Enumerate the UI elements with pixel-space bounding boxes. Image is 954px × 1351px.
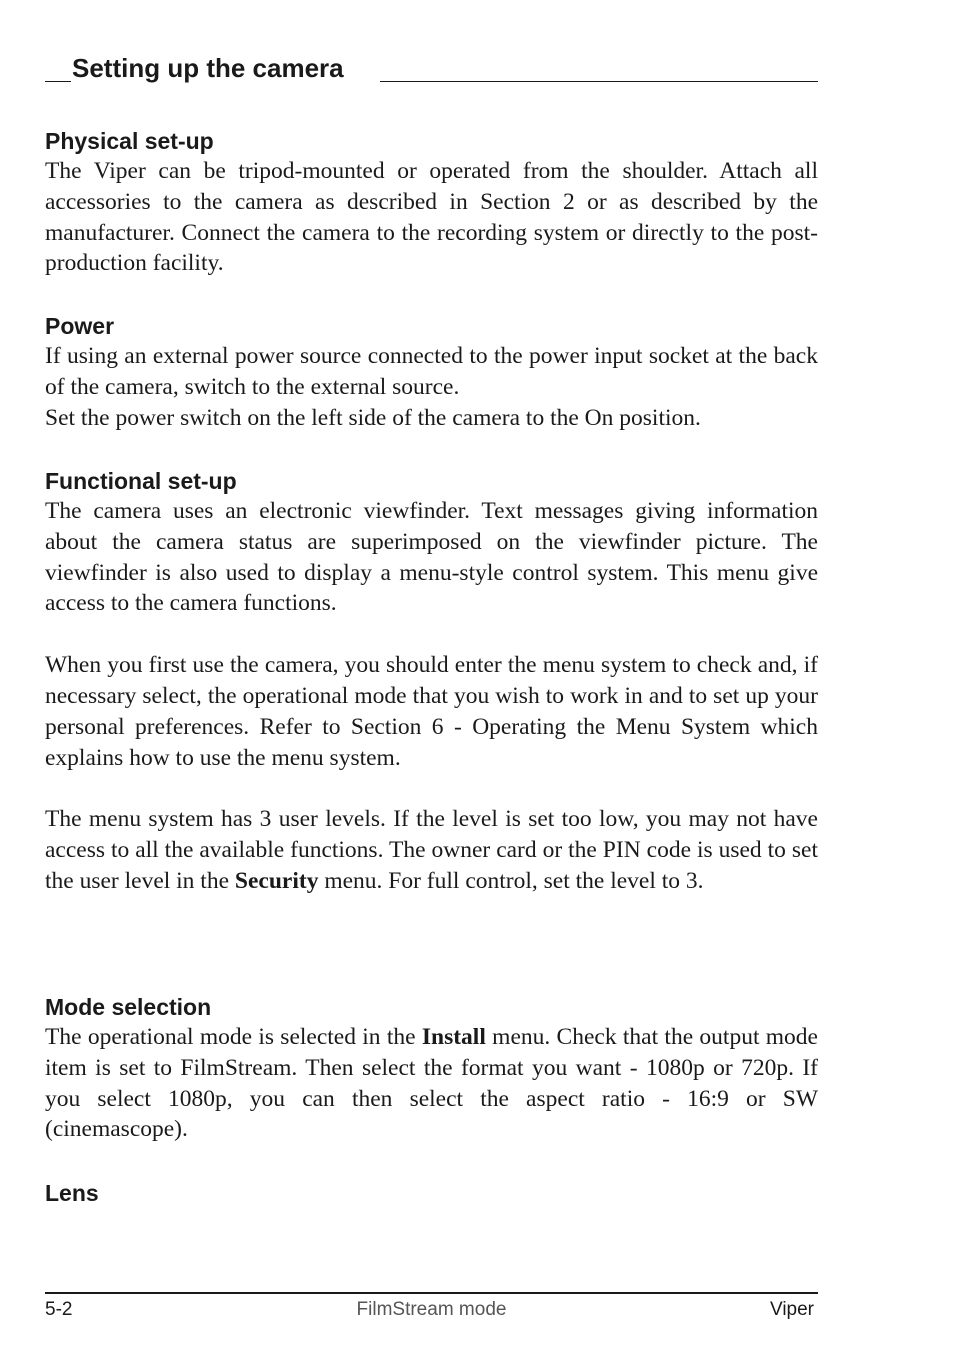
section-paragraph [45, 804, 818, 896]
page-title-row [45, 52, 818, 84]
footer-product: Viper [769, 1299, 814, 1320]
footer-page-number: 5-2 [45, 1299, 73, 1320]
section-heading: Mode selection [45, 994, 212, 1020]
page-title: Setting up the camera [72, 53, 344, 83]
footer-chapter: FilmStream mode [356, 1299, 507, 1320]
paragraph-text: menu. For full control, set the level to 3. [318, 867, 704, 894]
document-page [45, 0, 818, 1351]
section-paragraph: If using an external power source connected to the power input socket at the back of the camera, switch to the external source. [45, 343, 818, 400]
page-footer [45, 1298, 818, 1322]
section-paragraph: Set the power switch on the left side of the camera to the On position. [45, 404, 701, 431]
section-paragraph: The camera uses an electronic viewfinder. Text messages giving information about the camera status are superimposed on the viewfinder picture. The viewfinder is also used to display a menu-style control system. This menu give access to the camera functions. [45, 498, 818, 617]
section-power [45, 311, 818, 433]
section-functional-setup [45, 466, 818, 897]
section-heading: Functional set-up [45, 468, 237, 494]
paragraph-text: menu. Check that the output mode item is set to FilmStream. Then select the format you want - 1080p or 720p. If you select 1080p, you can then select the aspect ratio - 16:9 or SW (cinemascope). [45, 1024, 818, 1143]
section-mode-selection [45, 992, 818, 1145]
section-heading: Power [45, 313, 115, 339]
section-heading: Physical set-up [45, 128, 214, 154]
section-paragraph [45, 1022, 818, 1145]
menu-name-install: Install [421, 1024, 486, 1050]
paragraph-text: The operational mode is selected in the [45, 1024, 422, 1050]
menu-name-security: Security [234, 867, 319, 894]
section-paragraph: When you first use the camera, you should enter the menu system to check and, if necessary select, the operational mode that you wish to work in and to set up your personal preferences. Refer to Section 6 - Operating the Menu System which explains how to use the menu system. [45, 652, 818, 771]
paragraph-text: The menu system has 3 user levels. If the level is set too low, you may not have access to all the available functions. The owner card or the PIN code is used to set the user level in the [45, 806, 818, 894]
title-rule-right [380, 81, 818, 82]
section-lens [45, 1178, 818, 1208]
section-paragraph: The Viper can be tripod-mounted or operated from the shoulder. Attach all accessories to the camera as described in Section 2 or as described by the manufacturer. Connect the camera to the recording system or directly to the post-production facility. [45, 158, 818, 277]
section-physical-setup [45, 126, 818, 279]
section-heading: Lens [45, 1180, 99, 1206]
title-rule-left [45, 81, 71, 82]
footer-rule [45, 1292, 818, 1294]
